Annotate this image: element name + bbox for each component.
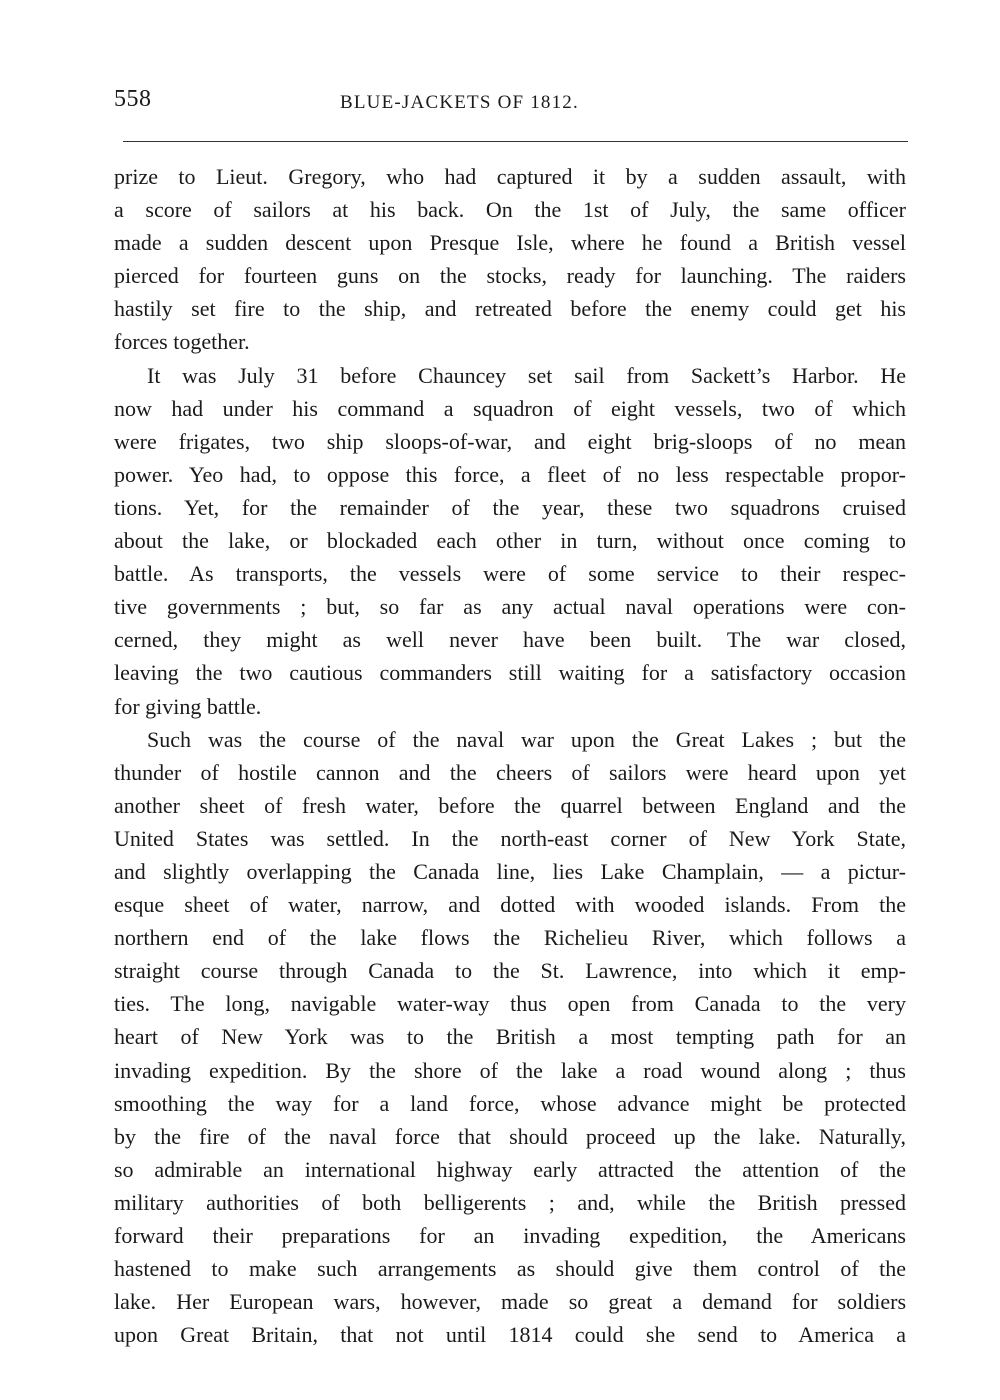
text-line: military authorities of both belligerents ; and, while the British pressed [114,1189,906,1215]
text-line: hastily set fire to the ship, and retreated before the enemy could get his [114,296,906,322]
text-line: and slightly overlapping the Canada line, lies Lake Champlain, — a pictur- [114,858,906,884]
paragraph [114,359,906,723]
text-line: so admirable an international highway early attracted the attention of the [114,1156,906,1182]
text-line: tions. Yet, for the remainder of the year, these two squadrons cruised [114,494,906,520]
text-line: invading expedition. By the shore of the lake a road wound along ; thus [114,1057,906,1083]
text-line: now had under his command a squadron of eight vessels, two of which [114,395,906,421]
text-line: heart of New York was to the British a most tempting path for an [114,1024,906,1050]
text-line: straight course through Canada to the St. Lawrence, into which it emp- [114,958,906,984]
text-line: ties. The long, navigable water-way thus open from Canada to the very [114,991,906,1017]
text-line: esque sheet of water, narrow, and dotted with wooded islands. From the [114,892,906,918]
text-line: leaving the two cautious commanders still waiting for a satisfactory occasion [114,660,906,686]
text-line: were frigates, two ship sloops-of-war, and eight brig-sloops of no mean [114,428,906,454]
text-line: upon Great Britain, that not until 1814 could she send to America a [114,1322,906,1348]
text-line: tive governments ; but, so far as any actual naval operations were con- [114,594,906,620]
text-line: cerned, they might as well never have been built. The war closed, [114,627,906,653]
text-line: battle. As transports, the vessels were of some service to their respec- [114,561,906,587]
text-line: Such was the course of the naval war upon the Great Lakes ; but the [147,726,906,752]
text-line: by the fire of the naval force that should proceed up the lake. Naturally, [114,1123,906,1149]
text-line: pierced for fourteen guns on the stocks, ready for launching. The raiders [114,263,906,289]
text-line: for giving battle. [114,693,262,719]
running-head: BLUE-JACKETS OF 1812. [340,92,579,113]
text-line: It was July 31 before Chauncey set sail from Sackett’s Harbor. He [147,362,906,388]
text-line: forward their preparations for an invading expedition, the Americans [114,1223,906,1248]
text-line: a score of sailors at his back. On the 1st of July, the same officer [114,197,906,223]
text-line: power. Yeo had, to oppose this force, a fleet of no less respectable propor- [114,461,906,487]
text-line: lake. Her European wars, however, made so great a demand for soldiers [114,1289,906,1315]
text-line: about the lake, or blockaded each other in turn, without once coming to [114,528,906,554]
text-line: United States was settled. In the north-east corner of New York State, [114,825,906,851]
text-line: made a sudden descent upon Presque Isle, where he found a British vessel [114,230,906,256]
body-text [114,160,906,1351]
text-line: prize to Lieut. Gregory, who had captured it by a sudden assault, with [114,164,906,189]
paragraph [114,723,906,1352]
text-line: thunder of hostile cannon and the cheers of sailors were heard upon yet [114,759,906,785]
text-line: northern end of the lake flows the Richelieu River, which follows a [114,925,906,951]
paragraph [114,160,906,359]
text-line: smoothing the way for a land force, whose advance might be protected [114,1090,906,1116]
page-number: 558 [114,86,152,112]
text-line: forces together. [114,329,250,355]
header-rule [123,141,908,142]
text-line: hastened to make such arrangements as should give them control of the [114,1256,906,1282]
text-line: another sheet of fresh water, before the quarrel between England and the [114,792,906,818]
